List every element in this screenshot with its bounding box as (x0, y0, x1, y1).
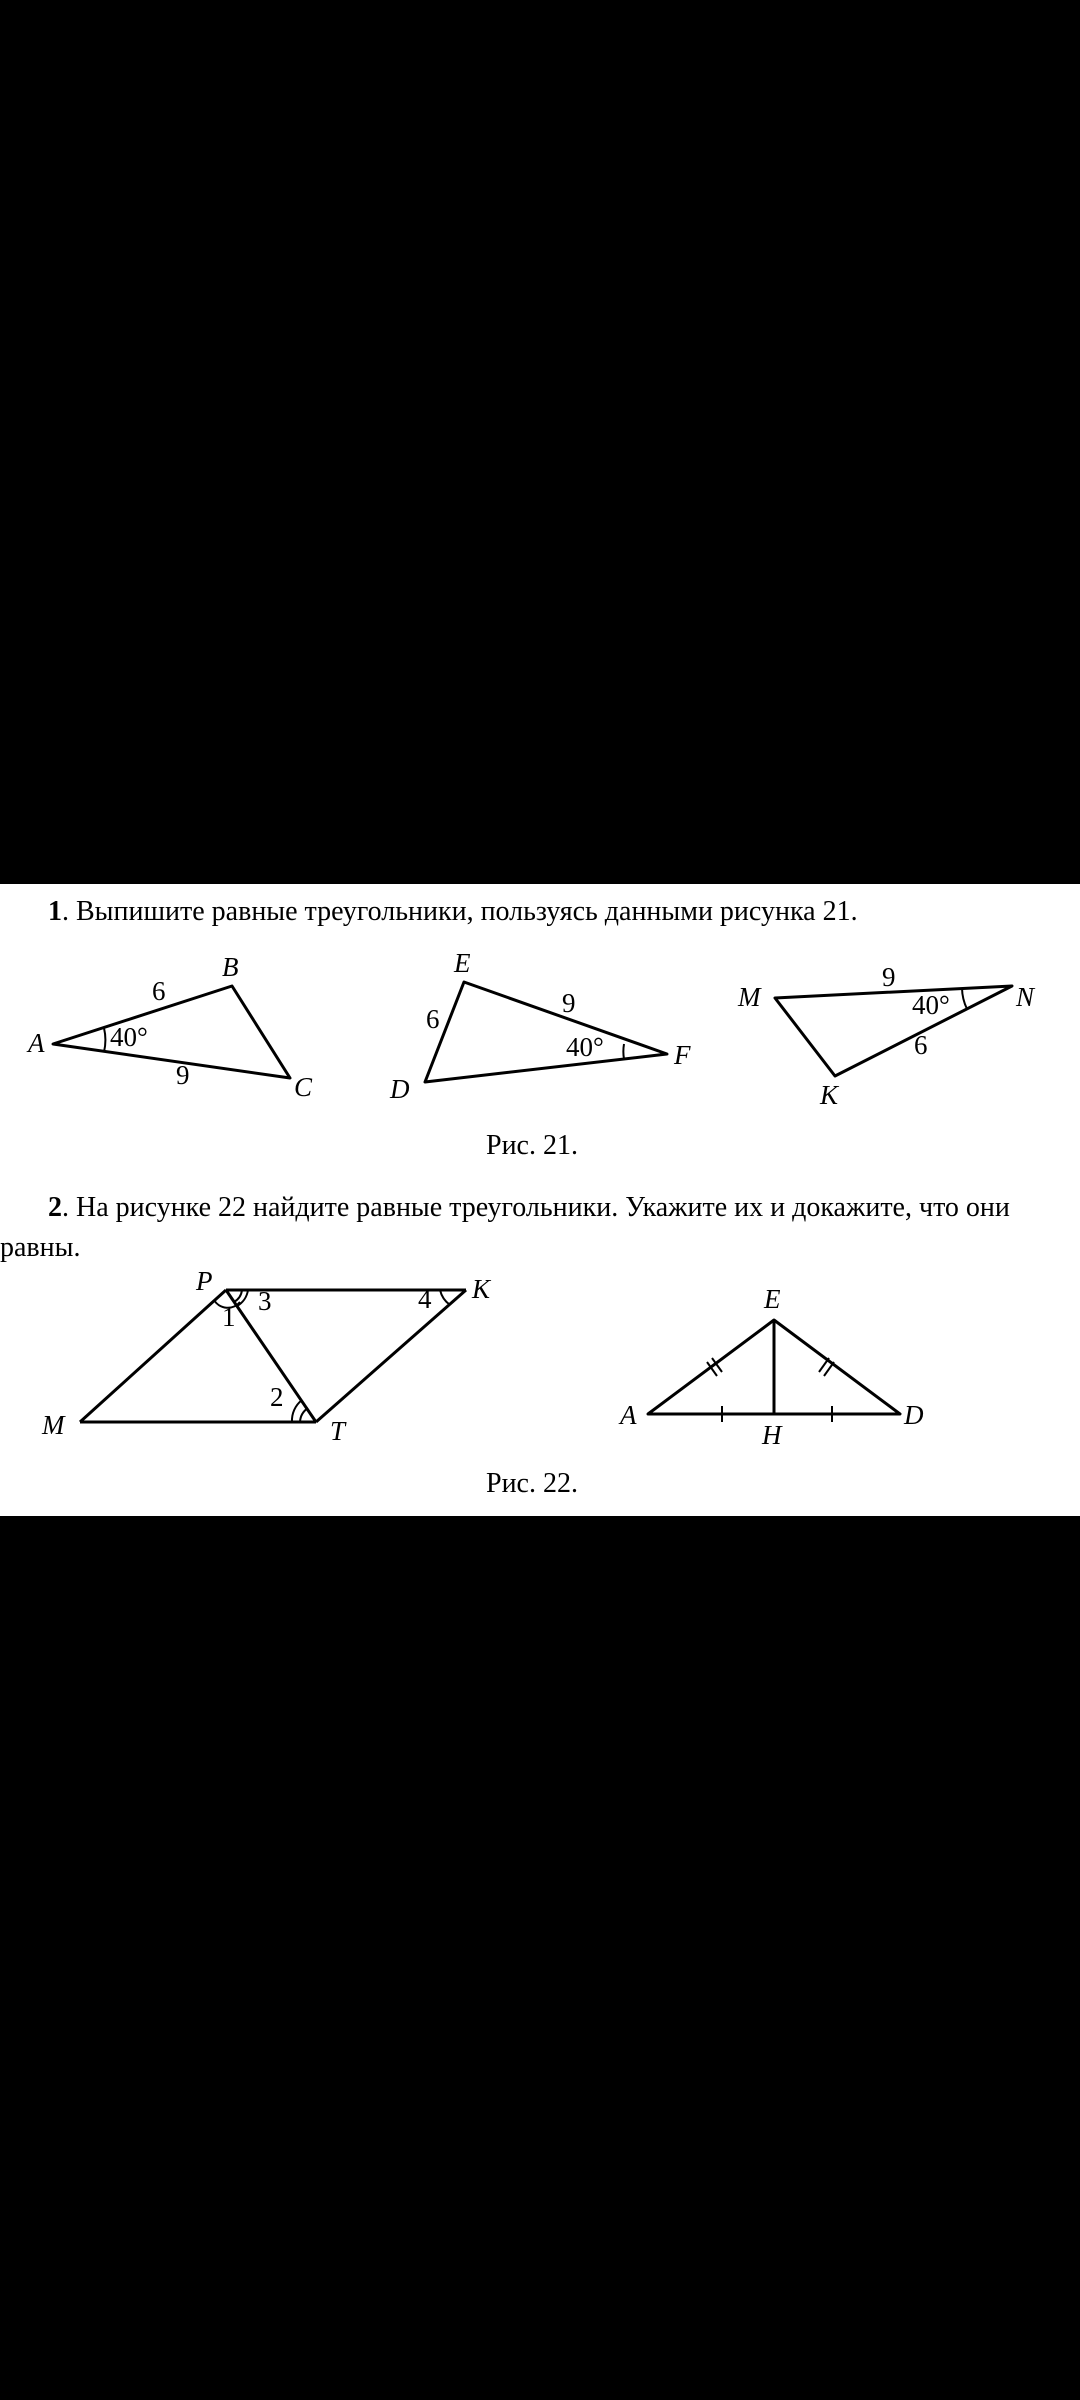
vertex-f-label: F (674, 1040, 691, 1070)
angle-n-label: 40° (912, 990, 950, 1020)
angle-3-arc-inner (234, 1290, 242, 1302)
side-nk-label: 6 (914, 1030, 928, 1060)
vertex-k2-label: K (472, 1274, 491, 1304)
textbook-page (0, 884, 1080, 1516)
side-kt (316, 1290, 466, 1422)
task-2-number: 2 (48, 1192, 62, 1223)
figure-22-caption: Рис. 22. (486, 1468, 578, 1499)
side-ef-label: 9 (562, 988, 576, 1018)
angle-2-arc-inner (300, 1408, 308, 1422)
angle-a-label: 40° (110, 1022, 148, 1052)
angle-4-label: 4 (418, 1284, 432, 1314)
vertex-d2-label: D (904, 1400, 924, 1430)
vertex-n-label: N (1016, 982, 1035, 1012)
parallelogram-mpkt (41, 1266, 492, 1446)
figure-22 (0, 884, 1080, 1516)
angle-2-label: 2 (270, 1382, 284, 1412)
vertex-m2-label: M (42, 1410, 65, 1440)
angle-f-label: 40° (566, 1032, 604, 1062)
vertex-e2-label: E (764, 1284, 781, 1314)
vertex-a2-label: A (620, 1400, 637, 1430)
task-1-text: . Выпишите равные треугольники, пользуясь данными рисунка 21. (62, 896, 858, 927)
side-de-label: 6 (426, 1004, 440, 1034)
vertex-m-label: M (738, 982, 761, 1012)
angle-1-label: 1 (222, 1302, 236, 1332)
angle-4-arc (440, 1290, 450, 1305)
side-ac-label: 9 (176, 1060, 190, 1090)
vertex-p-label: P (196, 1266, 213, 1296)
vertex-b-label: B (222, 952, 239, 982)
angle-3-label: 3 (258, 1286, 272, 1316)
side-mn-label: 9 (882, 962, 896, 992)
vertex-a-label: A (28, 1028, 45, 1058)
task-1-number: 1 (48, 896, 62, 927)
vertex-t-label: T (330, 1416, 346, 1446)
vertex-h-label: H (762, 1420, 782, 1450)
task-2-text-1: . На рисунке 22 найдите равные треугольники. Укажите их и докажите, что они (62, 1192, 1010, 1223)
side-ab-label: 6 (152, 976, 166, 1006)
vertex-c-label: C (294, 1072, 313, 1102)
triangle-aed (618, 1284, 924, 1450)
vertex-k-label: K (820, 1080, 839, 1110)
task-2-line-2: равны. (0, 1232, 81, 1263)
figure-21-caption: Рис. 21. (486, 1130, 578, 1161)
vertex-e-label: E (454, 948, 471, 978)
side-mp (80, 1290, 226, 1422)
vertex-d-label: D (390, 1074, 410, 1104)
